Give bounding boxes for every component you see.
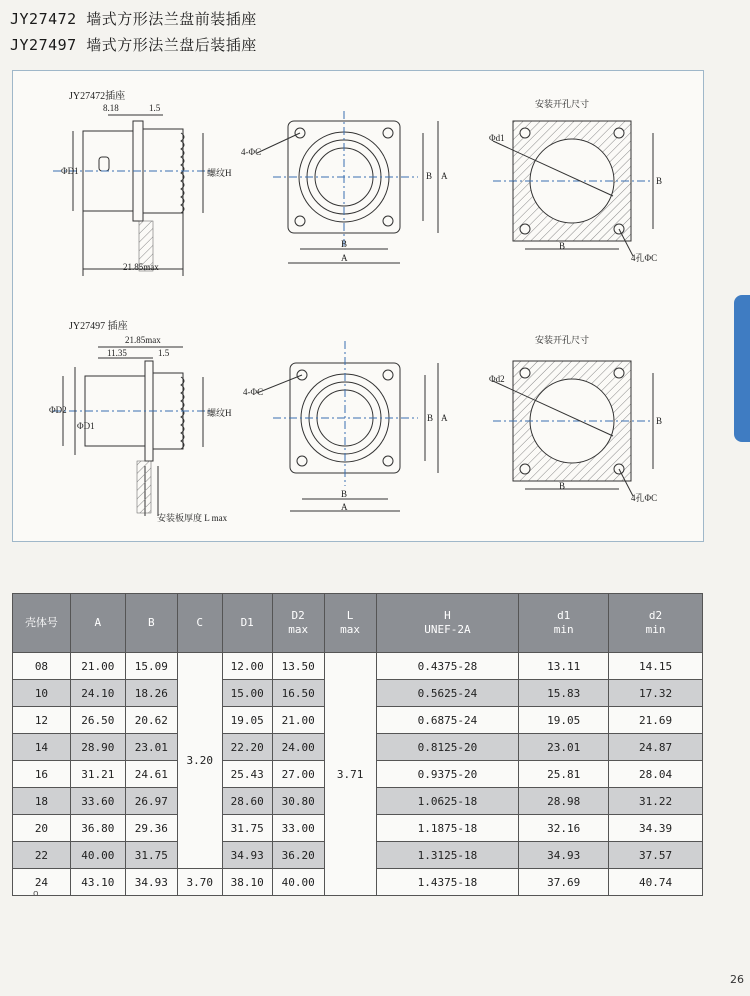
cell-b: 31.75 bbox=[125, 842, 177, 869]
letter-a-side-bottom: A bbox=[441, 413, 448, 423]
cell-d1: 34.93 bbox=[222, 842, 272, 869]
cell-d1-min: 37.69 bbox=[519, 869, 609, 896]
cell-d2-min: 28.04 bbox=[609, 761, 703, 788]
technical-drawing-panel bbox=[12, 70, 704, 542]
phi-d1-top: ΦD1 bbox=[61, 166, 79, 176]
cell-shell: 08 bbox=[13, 653, 71, 680]
side-view-front-mount bbox=[53, 115, 213, 276]
front-view-bottom bbox=[257, 341, 438, 511]
cutout-view-bottom bbox=[493, 361, 653, 496]
b-tol-top: B bbox=[559, 241, 566, 251]
cell-d2-min: 21.69 bbox=[609, 707, 703, 734]
dim-11-35: 11.35 bbox=[107, 348, 127, 358]
cell-shell: 20 bbox=[13, 815, 71, 842]
letter-b-side-top: B bbox=[426, 171, 433, 181]
cell-h: 1.0625-18 bbox=[376, 788, 519, 815]
cell-b: 15.09 bbox=[125, 653, 177, 680]
cell-d1: 15.00 bbox=[222, 680, 272, 707]
letter-a-side-top: A bbox=[441, 171, 448, 181]
cell-shell: 22 bbox=[13, 842, 71, 869]
cell-shell: 18 bbox=[13, 788, 71, 815]
cell-d2: 24.00 bbox=[272, 734, 324, 761]
letter-a-bottom: A bbox=[341, 502, 348, 512]
cell-d2-min: 34.39 bbox=[609, 815, 703, 842]
cell-h: 0.8125-20 bbox=[376, 734, 519, 761]
cell-d1: 25.43 bbox=[222, 761, 272, 788]
four-phi-c-bottom: 4-ΦC bbox=[243, 387, 264, 397]
cell-a: 43.10 bbox=[70, 869, 125, 896]
cell-d1-min: 15.83 bbox=[519, 680, 609, 707]
phi-d1-cutout: Φd1 bbox=[489, 133, 505, 143]
cell-d1: 19.05 bbox=[222, 707, 272, 734]
dim-1-5-bottom: 1.5 bbox=[158, 348, 170, 358]
b-tol-side-top: B bbox=[656, 176, 663, 186]
cell-a: 36.80 bbox=[70, 815, 125, 842]
four-hole-c-top: 4孔ΦC bbox=[631, 253, 658, 263]
header-h: H UNEF-2A bbox=[376, 594, 519, 653]
cell-shell: 12 bbox=[13, 707, 71, 734]
side-view-rear-mount bbox=[53, 347, 213, 516]
cutout-view-top bbox=[493, 121, 653, 256]
cell-d1: 22.20 bbox=[222, 734, 272, 761]
title-jy27472: JY27472 墙式方形法兰盘前装插座 bbox=[10, 10, 257, 28]
table-header-row bbox=[13, 594, 703, 653]
cell-a: 33.60 bbox=[70, 788, 125, 815]
cell-shell: 16 bbox=[13, 761, 71, 788]
cell-d2-min: 14.15 bbox=[609, 653, 703, 680]
cell-a: 21.00 bbox=[70, 653, 125, 680]
cell-h: 0.4375-28 bbox=[376, 653, 519, 680]
phi-d1-bottom: ΦD1 bbox=[77, 421, 95, 431]
cutout-title-top: 安装开孔尺寸 bbox=[535, 99, 590, 109]
header-l: L max bbox=[324, 594, 376, 653]
header-b: B bbox=[125, 594, 177, 653]
cell-d2: 13.50 bbox=[272, 653, 324, 680]
cell-d2-min: 24.87 bbox=[609, 734, 703, 761]
four-hole-c-bottom: 4孔ΦC bbox=[631, 493, 658, 503]
cell-h: 1.1875-18 bbox=[376, 815, 519, 842]
phi-d2-cutout: Φd2 bbox=[489, 374, 505, 384]
thread-h-top: 螺纹H bbox=[207, 168, 232, 178]
cell-d1: 28.60 bbox=[222, 788, 272, 815]
cell-d2: 30.80 bbox=[272, 788, 324, 815]
drawing-svg bbox=[13, 71, 703, 541]
cell-shell: 10 bbox=[13, 680, 71, 707]
letter-b-top: B bbox=[341, 239, 348, 249]
cell-a: 24.10 bbox=[70, 680, 125, 707]
cell-d2: 33.00 bbox=[272, 815, 324, 842]
letter-a-top: A bbox=[341, 253, 348, 263]
cell-d2: 21.00 bbox=[272, 707, 324, 734]
cell-h: 1.4375-18 bbox=[376, 869, 519, 896]
cell-d1-min: 25.81 bbox=[519, 761, 609, 788]
panel-hatch-bottom bbox=[137, 461, 151, 513]
plate-thickness-label: 安装板厚度 L max bbox=[157, 513, 228, 523]
dim-1-5-top: 1.5 bbox=[149, 103, 161, 113]
cell-h: 1.3125-18 bbox=[376, 842, 519, 869]
cell-a: 31.21 bbox=[70, 761, 125, 788]
cell-d1-min: 28.98 bbox=[519, 788, 609, 815]
front-view-top bbox=[257, 111, 438, 263]
header-c: C bbox=[177, 594, 222, 653]
cell-a: 40.00 bbox=[70, 842, 125, 869]
letter-b-side-bottom: B bbox=[427, 413, 434, 423]
dim-8-18: 8.18 bbox=[103, 103, 119, 113]
dim-21-85-bottom: 21.85max bbox=[125, 335, 161, 345]
phi-d2: ΦD2 bbox=[49, 405, 67, 415]
cell-d2-min: 17.32 bbox=[609, 680, 703, 707]
cell-d1-min: 19.05 bbox=[519, 707, 609, 734]
cell-d1: 12.00 bbox=[222, 653, 272, 680]
cell-d2-min: 31.22 bbox=[609, 788, 703, 815]
label-jy27497: JY27497 插座 bbox=[69, 321, 128, 332]
cell-h: 0.5625-24 bbox=[376, 680, 519, 707]
cell-d1-min: 13.11 bbox=[519, 653, 609, 680]
cell-d2: 27.00 bbox=[272, 761, 324, 788]
cell-h: 0.9375-20 bbox=[376, 761, 519, 788]
dim-21-85-top: 21.85max bbox=[123, 262, 159, 272]
cell-l-merged: 3.71 bbox=[324, 653, 376, 896]
letter-b-bottom: B bbox=[341, 489, 348, 499]
cell-d2: 40.00 bbox=[272, 869, 324, 896]
header-d1-min: d1 min bbox=[519, 594, 609, 653]
cutout-title-bottom: 安装开孔尺寸 bbox=[535, 335, 590, 345]
cell-a: 28.90 bbox=[70, 734, 125, 761]
header-d2-min: d2 min bbox=[609, 594, 703, 653]
cell-d2: 16.50 bbox=[272, 680, 324, 707]
cell-h: 0.6875-24 bbox=[376, 707, 519, 734]
cell-d1: 38.10 bbox=[222, 869, 272, 896]
thread-h-bottom: 螺纹H bbox=[207, 408, 232, 418]
header-shell: 壳体号 bbox=[13, 594, 71, 653]
header-d1: D1 bbox=[222, 594, 272, 653]
cell-d1-min: 34.93 bbox=[519, 842, 609, 869]
b-tol-side-bottom: B bbox=[656, 416, 663, 426]
dimension-table bbox=[12, 593, 703, 896]
cell-d1-min: 23.01 bbox=[519, 734, 609, 761]
cell-c-last: 3.70 bbox=[177, 869, 222, 896]
page-number: 26 bbox=[730, 973, 744, 986]
cell-b: 34.93 bbox=[125, 869, 177, 896]
table-row bbox=[13, 653, 703, 680]
cell-c-merged: 3.20 bbox=[177, 653, 222, 869]
four-phi-c-top: 4-ΦC bbox=[241, 147, 262, 157]
title-jy27497: JY27497 墙式方形法兰盘后装插座 bbox=[10, 36, 257, 54]
chapter-side-tab bbox=[734, 295, 750, 442]
cell-b: 26.97 bbox=[125, 788, 177, 815]
cell-b: 24.61 bbox=[125, 761, 177, 788]
b-tol-bottom: B bbox=[559, 481, 566, 491]
header-d2: D2 max bbox=[272, 594, 324, 653]
cell-d2-min: 37.57 bbox=[609, 842, 703, 869]
cell-d1: 31.75 bbox=[222, 815, 272, 842]
cell-b: 29.36 bbox=[125, 815, 177, 842]
cell-d2: 36.20 bbox=[272, 842, 324, 869]
cell-d1-min: 32.16 bbox=[519, 815, 609, 842]
cell-shell: 14 bbox=[13, 734, 71, 761]
stray-mark: o bbox=[33, 889, 39, 899]
cell-d2-min: 40.74 bbox=[609, 869, 703, 896]
header-a: A bbox=[70, 594, 125, 653]
cell-b: 18.26 bbox=[125, 680, 177, 707]
cell-b: 23.01 bbox=[125, 734, 177, 761]
cell-shell: 24 bbox=[13, 869, 71, 896]
label-jy27472: JY27472插座 bbox=[69, 91, 126, 102]
cell-a: 26.50 bbox=[70, 707, 125, 734]
cell-b: 20.62 bbox=[125, 707, 177, 734]
